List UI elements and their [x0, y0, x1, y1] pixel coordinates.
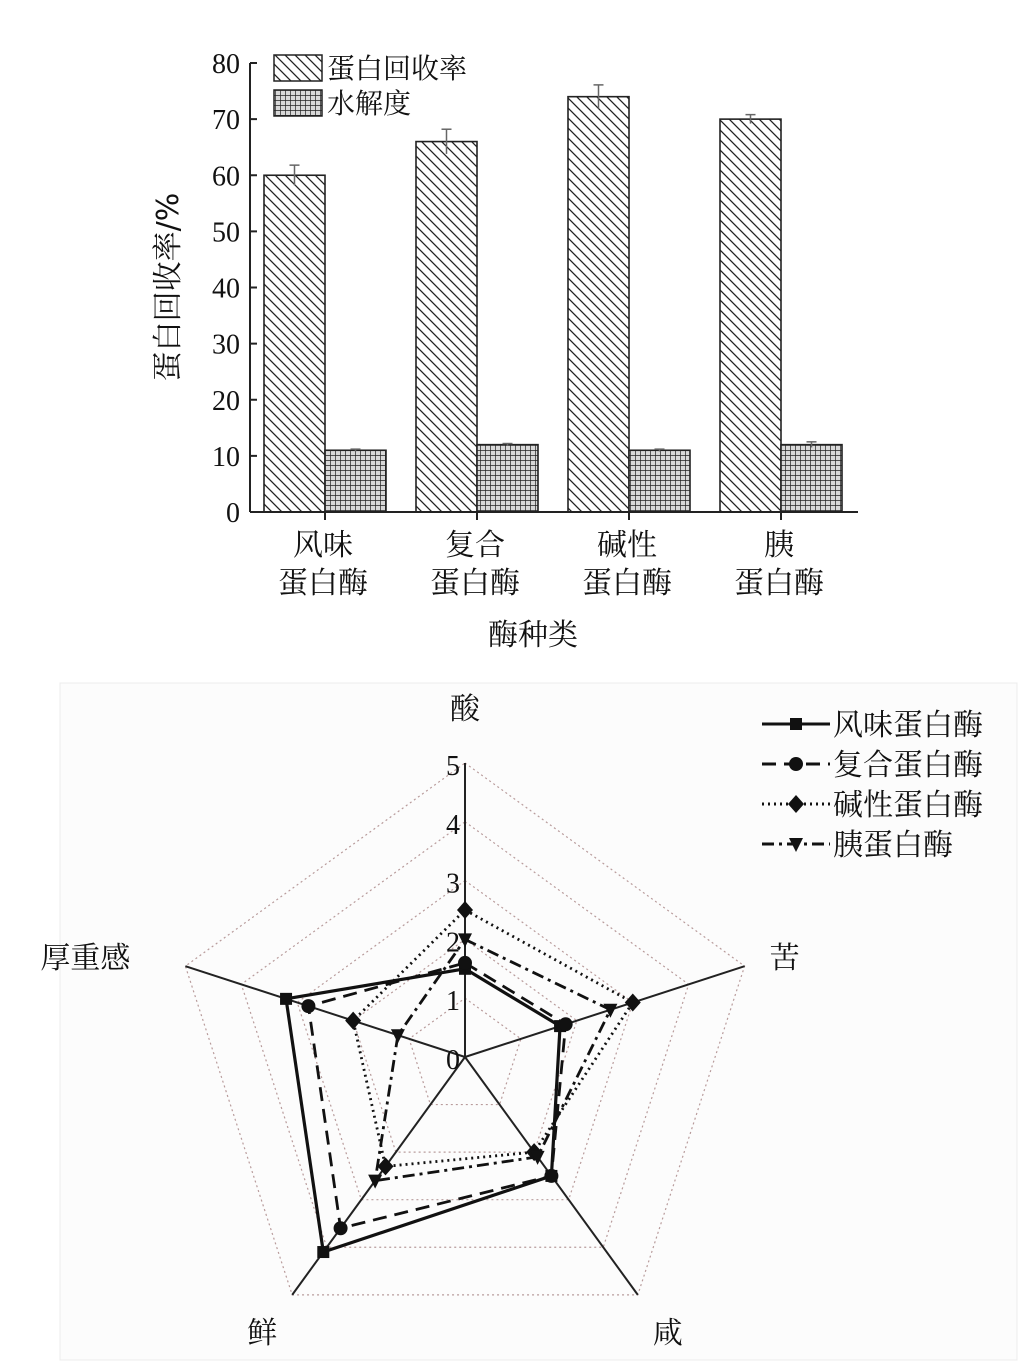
bar-recovery	[416, 142, 477, 512]
y-tick-label: 70	[212, 105, 240, 137]
radar-r-tick-label: 3	[446, 868, 460, 900]
x-tick-label-line1: 胰	[764, 528, 794, 563]
y-tick-label: 10	[212, 441, 240, 473]
y-tick-label: 20	[212, 385, 240, 417]
radar-axis-label: 酸	[450, 692, 480, 727]
radar-marker-circle	[544, 1169, 558, 1183]
legend-swatch-hydrolysis	[274, 90, 322, 116]
bar-hydrolysis	[629, 450, 690, 512]
radar-marker-circle	[301, 999, 315, 1013]
y-tick-label: 50	[212, 217, 240, 249]
bar-x-axis-labels	[278, 512, 824, 601]
x-tick-label-line2: 蛋白酶	[734, 566, 824, 601]
radar-r-tick-label: 0	[446, 1045, 460, 1076]
radar-axis-label: 咸	[652, 1315, 683, 1351]
radar-r-tick-label: 4	[446, 809, 460, 841]
radar-marker-square	[280, 993, 292, 1005]
radar-legend-label: 胰蛋白酶	[833, 828, 953, 863]
bar-chart	[151, 49, 858, 653]
bar-recovery	[720, 119, 781, 512]
legend-swatch-recovery	[274, 55, 322, 81]
radar-chart	[40, 683, 1017, 1360]
bar-x-axis-title: 酶种类	[488, 618, 578, 653]
radar-marker-square	[317, 1246, 329, 1258]
x-tick-label-line2: 蛋白酶	[430, 566, 520, 601]
x-tick-label-line2: 蛋白酶	[278, 566, 368, 601]
radar-legend-label: 碱性蛋白酶	[833, 788, 983, 823]
radar-r-tick-label: 2	[446, 927, 460, 959]
legend-label-recovery: 蛋白回收率	[327, 52, 468, 85]
radar-marker-square	[790, 718, 802, 730]
y-tick-label: 30	[212, 329, 240, 361]
radar-marker-circle	[458, 956, 472, 970]
y-tick-label: 80	[212, 49, 240, 80]
x-tick-label-line2: 蛋白酶	[582, 566, 672, 601]
bar-y-axis-title: 蛋白回收率/%	[151, 192, 186, 382]
bar-hydrolysis	[781, 445, 842, 512]
bar-recovery	[568, 97, 629, 512]
radar-frame	[60, 683, 1017, 1360]
bar-series	[264, 85, 842, 512]
y-tick-label: 60	[212, 161, 240, 193]
bar-legend	[274, 52, 467, 120]
radar-marker-circle	[559, 1017, 573, 1031]
bar-hydrolysis	[325, 450, 386, 512]
radar-axis-label: 厚重感	[40, 941, 131, 977]
x-tick-label-line1: 碱性	[597, 528, 657, 563]
radar-r-tick-label: 1	[446, 986, 460, 1018]
x-tick-label-line1: 风味	[293, 528, 353, 563]
radar-r-tick-label: 5	[446, 751, 460, 782]
radar-legend-label: 复合蛋白酶	[833, 748, 983, 783]
legend-label-hydrolysis: 水解度	[327, 87, 412, 120]
bar-hydrolysis	[477, 445, 538, 512]
radar-marker-circle	[789, 757, 803, 771]
y-tick-label: 40	[212, 273, 240, 305]
y-tick-label: 0	[226, 498, 240, 529]
x-tick-label-line1: 复合	[445, 528, 505, 563]
radar-axis-label: 苦	[769, 941, 800, 977]
radar-marker-circle	[334, 1221, 348, 1235]
bar-recovery	[264, 175, 325, 512]
radar-axis-label: 鲜	[247, 1315, 278, 1351]
radar-legend-label: 风味蛋白酶	[833, 708, 983, 743]
